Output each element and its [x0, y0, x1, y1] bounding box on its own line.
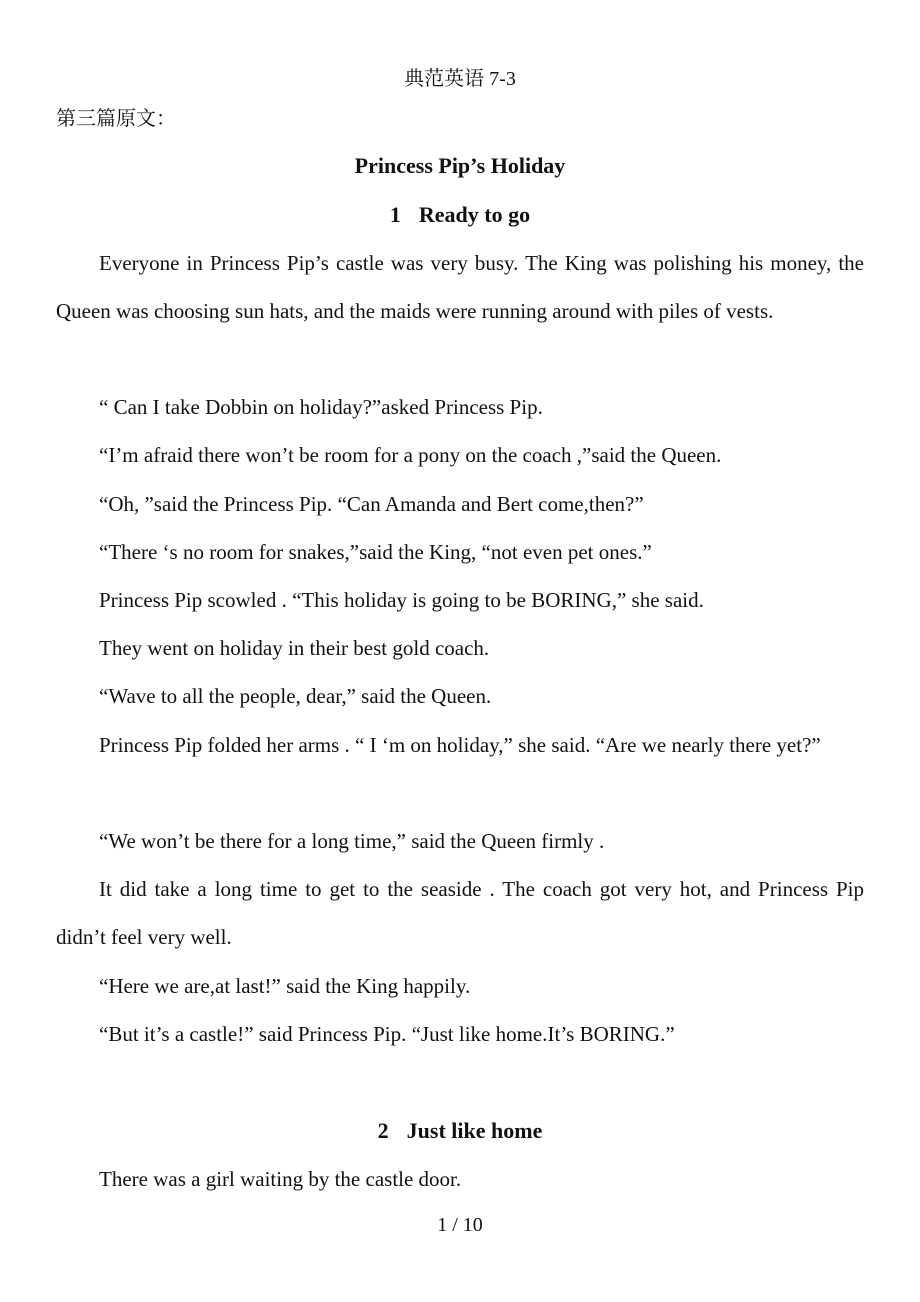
paragraph: Princess Pip scowled . “This holiday is going to be BORING,” she said.: [99, 588, 704, 612]
paragraph: “There ‘s no room for snakes,”said the King, “not even pet ones.”: [99, 540, 652, 564]
paragraph: “Oh, ”said the Princess Pip. “Can Amanda and Bert come,then?”: [99, 492, 644, 516]
chapter-heading-1: [0, 199, 920, 231]
chapter-title: Just like home: [406, 1118, 543, 1143]
paragraph: “Here we are,at last!” said the King happily.: [99, 974, 471, 998]
paragraph: “Wave to all the people, dear,” said the Queen.: [99, 684, 492, 708]
paragraph: “But it’s a castle!” said Princess Pip. “Just like home.It’s BORING.”: [99, 1022, 675, 1046]
chapter-heading-2: [0, 1115, 920, 1147]
section-label: 第三篇原文：: [56, 108, 176, 130]
chapter-number: 1: [389, 202, 401, 227]
paragraph: Princess Pip folded her arms . “ I ‘m on holiday,” she said. “Are we nearly there yet?”: [99, 733, 821, 757]
page-header: 典范英语 7-3: [404, 68, 516, 90]
chapter-title: Ready to go: [418, 202, 531, 227]
paragraph: “ Can I take Dobbin on holiday?”asked Princess Pip.: [99, 395, 543, 419]
paragraph: Everyone in Princess Pip’s castle was very busy. The King was polishing his money, the Queen was choosing sun hats, and the maids were running around with piles of vests.: [56, 251, 864, 323]
chapter-number: 2: [377, 1118, 389, 1143]
paragraph: It did take a long time to get to the seaside . The coach got very hot, and Princess Pip didn’t feel very well.: [56, 877, 864, 949]
paragraph: They went on holiday in their best gold coach.: [99, 636, 490, 660]
story-title: Princess Pip’s Holiday: [354, 153, 566, 178]
page-number: 1 / 10: [437, 1214, 483, 1236]
paragraph: There was a girl waiting by the castle door.: [99, 1167, 462, 1191]
paragraph: “I’m afraid there won’t be room for a pony on the coach ,”said the Queen.: [99, 443, 722, 467]
paragraph: “We won’t be there for a long time,” said the Queen firmly .: [99, 829, 605, 853]
